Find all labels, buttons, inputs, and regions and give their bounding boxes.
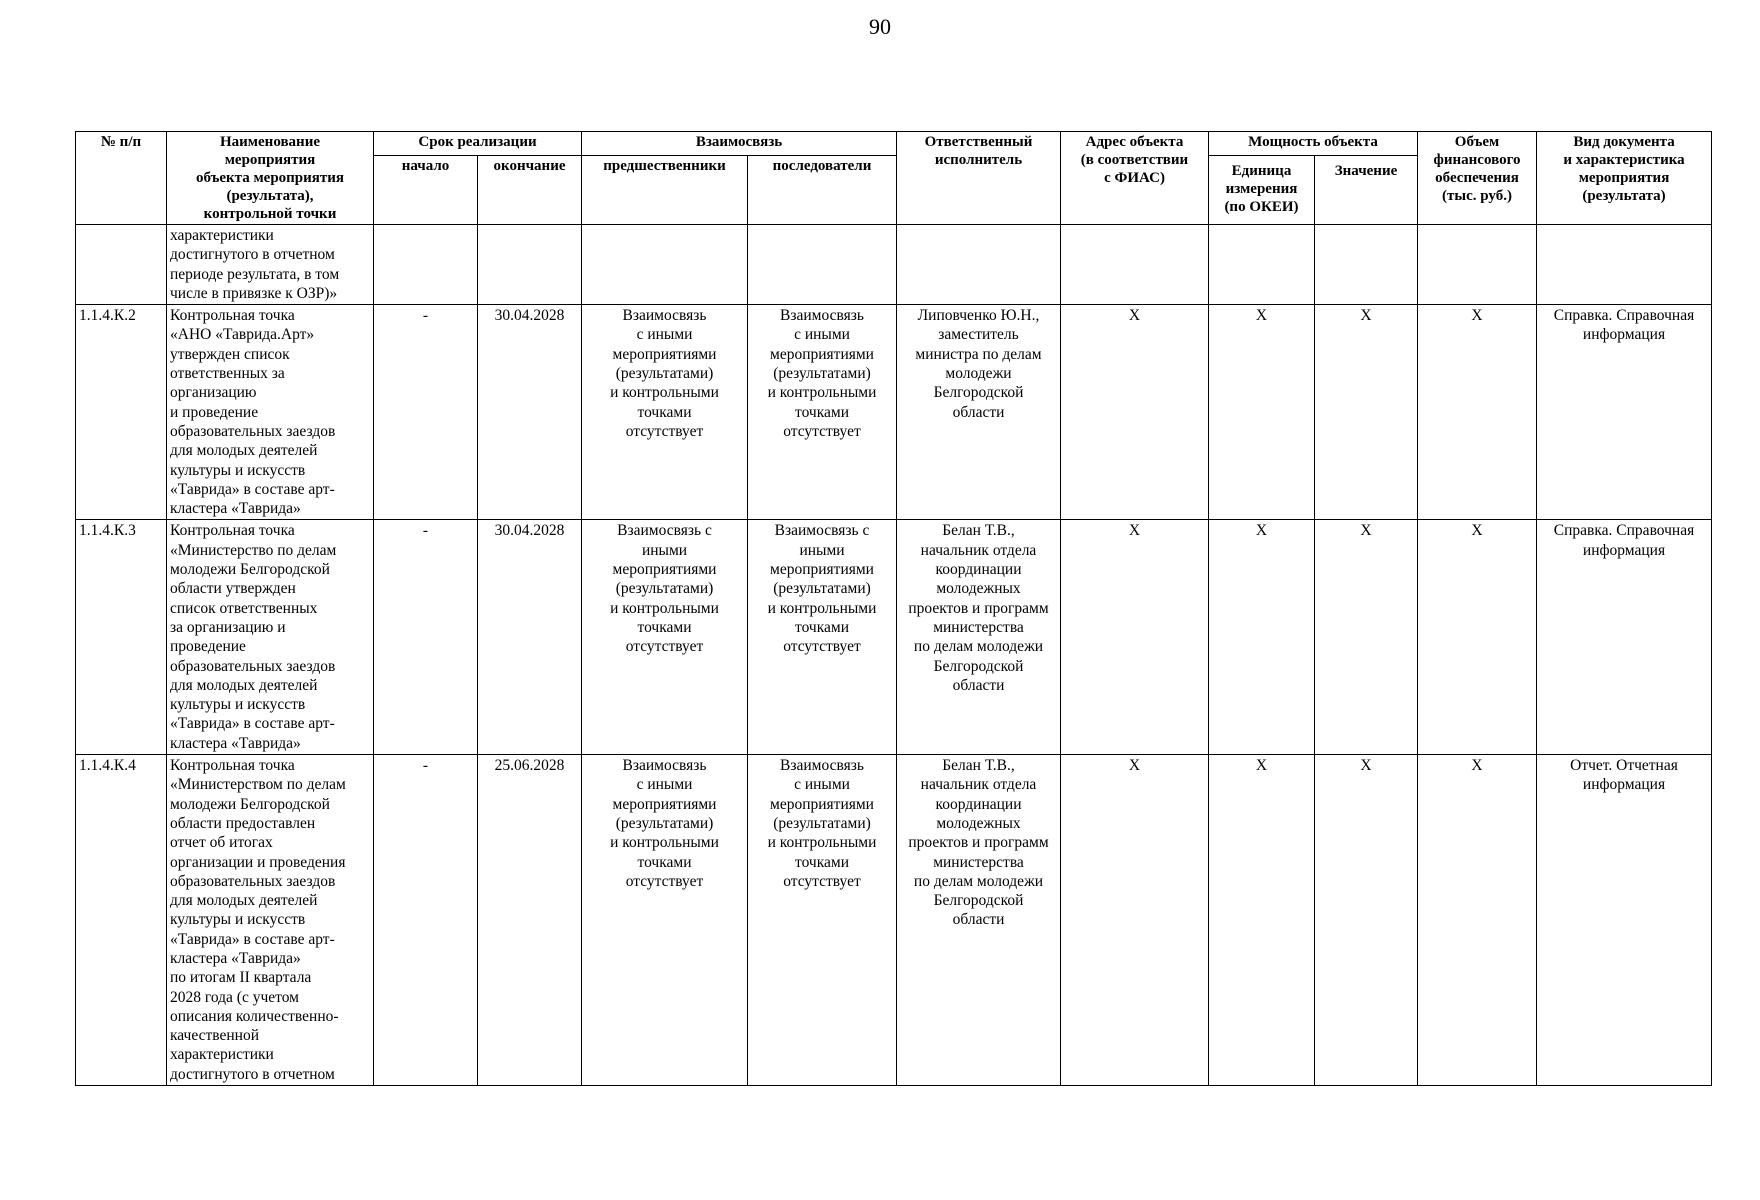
cell-num: 1.1.4.К.3: [76, 520, 167, 755]
cell-unit: X: [1209, 305, 1315, 520]
cell-predecessors: [582, 225, 748, 305]
cell-doc: Справка. Справочная информация: [1537, 305, 1712, 520]
cell-start: -: [374, 755, 478, 1086]
cell-value: [1315, 225, 1418, 305]
cell-name: Контрольная точка «Министерством по делам молодежи Белгородской области предоставлен отчет об итогах организации и проведения образовательных заездов для молодых деятелей культуры и искусств «Таврида» в составе арт- кластера «Таврида» по итогам II квартала 2028 года (с учетом описания количественно- качественной характеристики достигнутого в отчетном: [167, 755, 374, 1086]
header-capacity: Мощность объекта: [1209, 132, 1418, 156]
cell-name: Контрольная точка «АНО «Таврида.Арт» утвержден список ответственных за организацию и проведение образовательных заездов для молодых деятелей культуры и искусств «Таврида» в составе арт- кластера «Таврида»: [167, 305, 374, 520]
cell-num: [76, 225, 167, 305]
cell-unit: X: [1209, 755, 1315, 1086]
header-unit: Единица измерения (по ОКЕИ): [1209, 155, 1315, 224]
cell-predecessors: Взаимосвязь с иными мероприятиями (результатами) и контрольными точками отсутствует: [582, 755, 748, 1086]
cell-doc: Справка. Справочная информация: [1537, 520, 1712, 755]
cell-unit: X: [1209, 520, 1315, 755]
cell-finance: X: [1418, 305, 1537, 520]
cell-doc: [1537, 225, 1712, 305]
cell-responsible: Белан Т.В., начальник отдела координации молодежных проектов и программ министерства по делам молодежи Белгородской области: [897, 520, 1061, 755]
cell-end: 30.04.2028: [478, 305, 582, 520]
cell-value: X: [1315, 755, 1418, 1086]
cell-address: [1061, 225, 1209, 305]
header-predecessors: предшественники: [582, 155, 748, 224]
cell-address: X: [1061, 305, 1209, 520]
header-value: Значение: [1315, 155, 1418, 224]
cell-responsible: Белан Т.В., начальник отдела координации молодежных проектов и программ министерства по делам молодежи Белгородской области: [897, 755, 1061, 1086]
cell-num: 1.1.4.К.4: [76, 755, 167, 1086]
table-row: [76, 520, 1712, 755]
table-row: [76, 755, 1712, 1086]
header-finance: Объем финансового обеспечения (тыс. руб.): [1418, 132, 1537, 225]
cell-finance: X: [1418, 520, 1537, 755]
cell-end: 30.04.2028: [478, 520, 582, 755]
header-period-end: окончание: [478, 155, 582, 224]
table-row: [76, 225, 1712, 305]
header-successors: последователи: [748, 155, 897, 224]
cell-start: -: [374, 305, 478, 520]
cell-successors: Взаимосвязь с иными мероприятиями (результатами) и контрольными точками отсутствует: [748, 520, 897, 755]
header-relation: Взаимосвязь: [582, 132, 897, 156]
header-period: Срок реализации: [374, 132, 582, 156]
plan-table: [75, 131, 1712, 1086]
cell-predecessors: Взаимосвязь с иными мероприятиями (результатами) и контрольными точками отсутствует: [582, 520, 748, 755]
cell-name: характеристики достигнутого в отчетном периоде результата, в том числе в привязке к ОЗР)»: [167, 225, 374, 305]
cell-successors: Взаимосвязь с иными мероприятиями (результатами) и контрольными точками отсутствует: [748, 755, 897, 1086]
cell-value: X: [1315, 520, 1418, 755]
cell-name: Контрольная точка «Министерство по делам молодежи Белгородской области утвержден список ответственных за организацию и проведение образовательных заездов для молодых деятелей культуры и искусств «Таврида» в составе арт- кластера «Таврида»: [167, 520, 374, 755]
cell-start: [374, 225, 478, 305]
header-responsible: Ответственный исполнитель: [897, 132, 1061, 225]
cell-num: 1.1.4.К.2: [76, 305, 167, 520]
header-num: № п/п: [76, 132, 167, 225]
table-body: [76, 225, 1712, 1086]
cell-successors: [748, 225, 897, 305]
table-row: [76, 305, 1712, 520]
cell-doc: Отчет. Отчетная информация: [1537, 755, 1712, 1086]
cell-value: X: [1315, 305, 1418, 520]
header-doc-type: Вид документа и характеристика мероприятия (результата): [1537, 132, 1712, 225]
cell-end: [478, 225, 582, 305]
cell-start: -: [374, 520, 478, 755]
cell-finance: X: [1418, 755, 1537, 1086]
cell-end: 25.06.2028: [478, 755, 582, 1086]
header-address: Адрес объекта (в соответствии с ФИАС): [1061, 132, 1209, 225]
cell-unit: [1209, 225, 1315, 305]
cell-address: X: [1061, 755, 1209, 1086]
cell-successors: Взаимосвязь с иными мероприятиями (результатами) и контрольными точками отсутствует: [748, 305, 897, 520]
table-header: [76, 132, 1712, 225]
cell-responsible: Липовченко Ю.Н., заместитель министра по делам молодежи Белгородской области: [897, 305, 1061, 520]
header-period-start: начало: [374, 155, 478, 224]
cell-address: X: [1061, 520, 1209, 755]
cell-finance: [1418, 225, 1537, 305]
page-number: 90: [869, 14, 891, 39]
cell-responsible: [897, 225, 1061, 305]
header-name: Наименование мероприятия объекта мероприятия (результата), контрольной точки: [167, 132, 374, 225]
cell-predecessors: Взаимосвязь с иными мероприятиями (результатами) и контрольными точками отсутствует: [582, 305, 748, 520]
